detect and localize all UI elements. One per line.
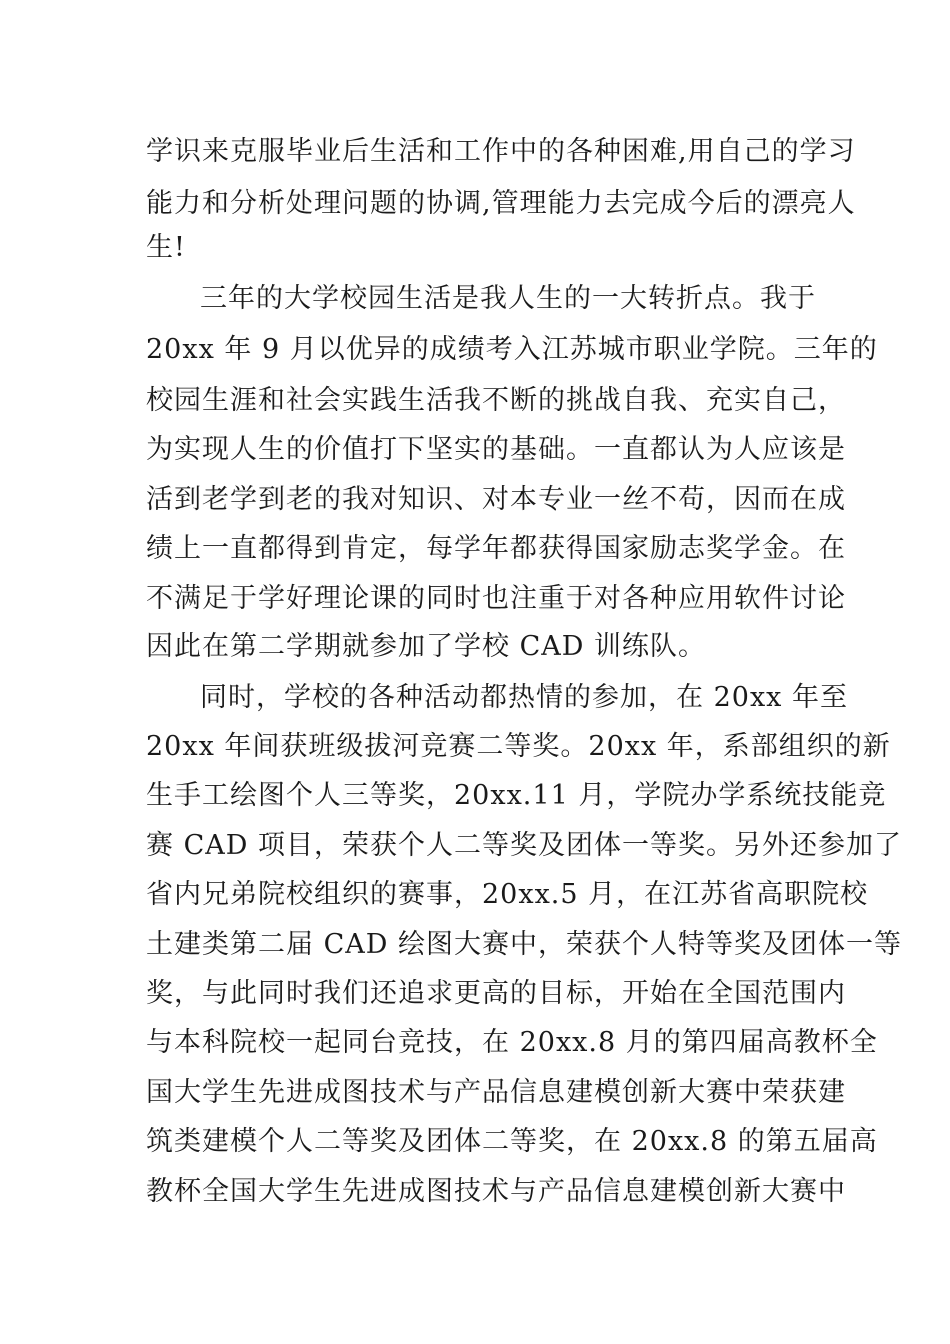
text-line: 为实现人生的价值打下坚实的基础。一直都认为人应该是 (146, 434, 846, 465)
text-line: 校园生涯和社会实践生活我不断的挑战自我、充实自己， (146, 385, 846, 416)
text-line: 筑类建模个人二等奖及团体二等奖，在 20xx.8 的第五届高 (146, 1126, 878, 1157)
text-line: 三年的大学校园生活是我人生的一大转折点。我于 (200, 283, 816, 314)
text-line: 20xx 年 9 月以优异的成绩考入江苏城市职业学院。三年的 (146, 334, 878, 365)
text-line: 赛 CAD 项目，荣获个人二等奖及团体一等奖。另外还参加了 (146, 830, 902, 861)
text-line: 生! (146, 232, 186, 263)
text-line: 20xx 年间获班级拔河竞赛二等奖。20xx 年，系部组织的新 (146, 731, 891, 762)
text-line: 能力和分析处理问题的协调,管理能力去完成今后的漂亮人 (146, 188, 856, 219)
text-line: 国大学生先进成图技术与产品信息建模创新大赛中荣获建 (146, 1077, 846, 1108)
text-line: 同时，学校的各种活动都热情的参加，在 20xx 年至 (200, 682, 848, 713)
text-line: 奖，与此同时我们还追求更高的目标，开始在全国范围内 (146, 978, 846, 1009)
text-line: 绩上一直都得到肯定，每学年都获得国家励志奖学金。在 (146, 533, 846, 564)
text-line: 土建类第二届 CAD 绘图大赛中，荣获个人特等奖及团体一等 (146, 929, 902, 960)
text-line: 活到老学到老的我对知识、对本专业一丝不苟，因而在成 (146, 484, 846, 515)
text-line: 生手工绘图个人三等奖，20xx.11 月，学院办学系统技能竞 (146, 780, 887, 811)
text-line: 学识来克服毕业后生活和工作中的各种困难,用自己的学习 (146, 136, 856, 167)
text-line: 与本科院校一起同台竞技，在 20xx.8 月的第四届高教杯全 (146, 1027, 878, 1058)
text-line: 省内兄弟院校组织的赛事，20xx.5 月，在江苏省高职院校 (146, 879, 869, 910)
text-line: 不满足于学好理论课的同时也注重于对各种应用软件讨论 (146, 583, 846, 614)
text-line: 教杯全国大学生先进成图技术与产品信息建模创新大赛中 (146, 1176, 846, 1207)
text-line: 因此在第二学期就参加了学校 CAD 训练队。 (146, 631, 706, 662)
